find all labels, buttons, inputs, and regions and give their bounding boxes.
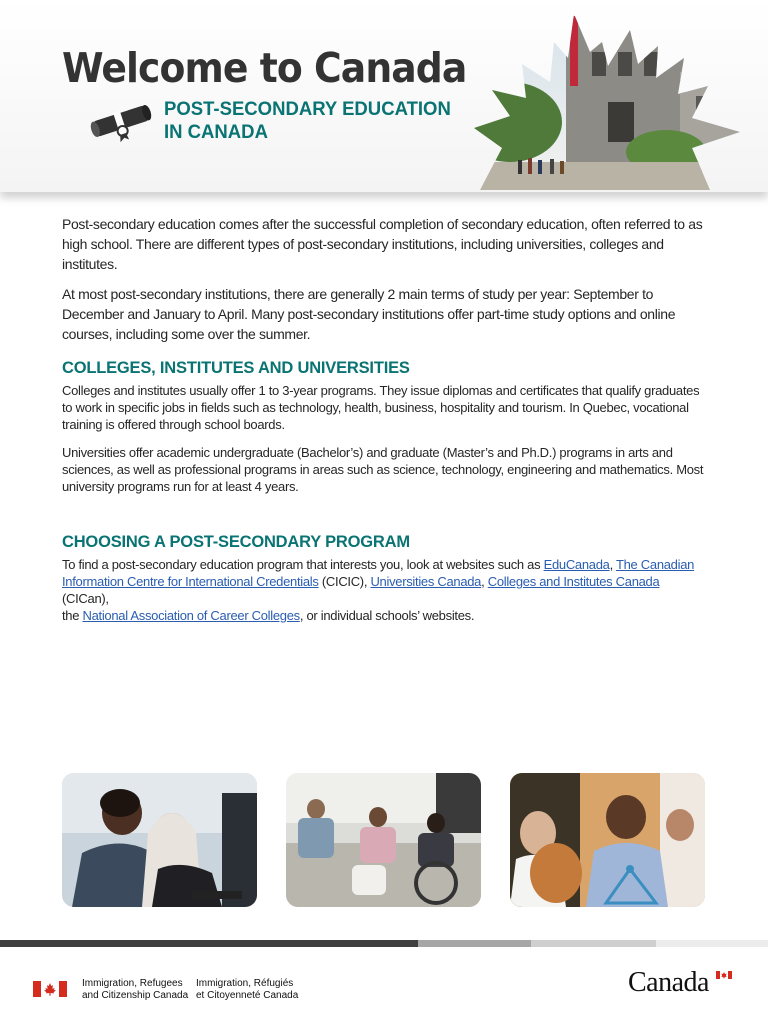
page-subtitle <box>164 98 468 144</box>
intro-section <box>62 214 707 344</box>
educanada-link[interactable]: EduCanada <box>543 557 610 572</box>
diploma-icon <box>88 100 154 142</box>
choosing-program-section <box>62 533 707 624</box>
colleges-paragraph: Colleges and institutes usually offer 1 to 3-year programs. They issue diplomas and certificates that qualify graduates to work in specific jobs in fields such as technology, health, business, hospitality and tourism. In Quebec, vocational training is offered through school boards. <box>62 383 700 432</box>
canada-flag-icon <box>33 981 67 997</box>
footer-bar-lightest <box>656 940 768 947</box>
text-the: the <box>62 608 83 623</box>
cican-abbrev: (CICan), <box>62 591 109 606</box>
canada-wordmark: Canada <box>628 967 709 998</box>
department-name-en <box>82 978 188 1002</box>
footer-bar-dark <box>0 940 418 947</box>
separator: , <box>481 574 488 589</box>
dept-fr-line-1: Immigration, Réfugiés <box>196 978 294 989</box>
wordmark-flag-icon <box>716 971 732 979</box>
intro-paragraph-2: At most post-secondary institutions, there are generally 2 main terms of study per year: September to December and January to April. Many post-secondary institutions offer part-time study options and online courses, including some over the summer. <box>62 286 676 342</box>
subtitle-line-2: IN CANADA <box>164 121 268 143</box>
choosing-program-paragraph <box>62 556 707 624</box>
universities-canada-link[interactable]: Universities Canada <box>370 574 482 589</box>
career-colleges-link[interactable]: National Association of Career Colleges <box>82 608 300 623</box>
intro-paragraph-1: Post-secondary education comes after the successful completion of secondary education, often referred to as high school. There are different types of post-secondary institutions, including universities, colleges and institutes. <box>62 216 703 272</box>
dept-en-line-1: Immigration, Refugees <box>82 978 183 989</box>
text-intro: To find a post-secondary education program that interests you, look at websites such as <box>62 557 544 572</box>
department-name-fr <box>196 978 298 1002</box>
colleges-section <box>62 359 707 495</box>
separator: , <box>609 557 616 572</box>
footer-bar-light <box>531 940 656 947</box>
dept-fr-line-2: et Citoyenneté Canada <box>196 990 299 1001</box>
classroom-photo <box>286 773 481 907</box>
colleges-heading: COLLEGES, INSTITUTES AND UNIVERSITIES <box>62 359 410 377</box>
choosing-program-heading: CHOOSING A POST-SECONDARY PROGRAM <box>62 533 410 551</box>
lab-teacher-photo <box>510 773 705 907</box>
page-title: Welcome to Canada <box>62 44 467 92</box>
footer-bar-mid <box>418 940 531 947</box>
dept-en-line-2: and Citizenship Canada <box>82 990 189 1001</box>
colleges-institutes-canada-link[interactable]: Colleges and Institutes Canada <box>487 574 660 589</box>
header-banner <box>0 0 768 192</box>
students-computer-photo <box>62 773 257 907</box>
subtitle-line-1: POST-SECONDARY EDUCATION <box>164 98 451 120</box>
universities-paragraph: Universities offer academic undergraduate (Bachelor’s) and graduate (Master’s and Ph.D.) programs in arts and sciences, as well as professional programs in areas such as science, technology, engineering and mathematics. Most university programs run for at least 4 years. <box>62 445 704 494</box>
cicic-abbrev: (CICIC), <box>318 574 371 589</box>
maple-leaf-campus-photo <box>470 12 750 192</box>
cicic-link[interactable]: The Canadian Information Centre for International Credentials <box>62 557 695 589</box>
text-end: , or individual schools’ websites. <box>299 608 475 623</box>
